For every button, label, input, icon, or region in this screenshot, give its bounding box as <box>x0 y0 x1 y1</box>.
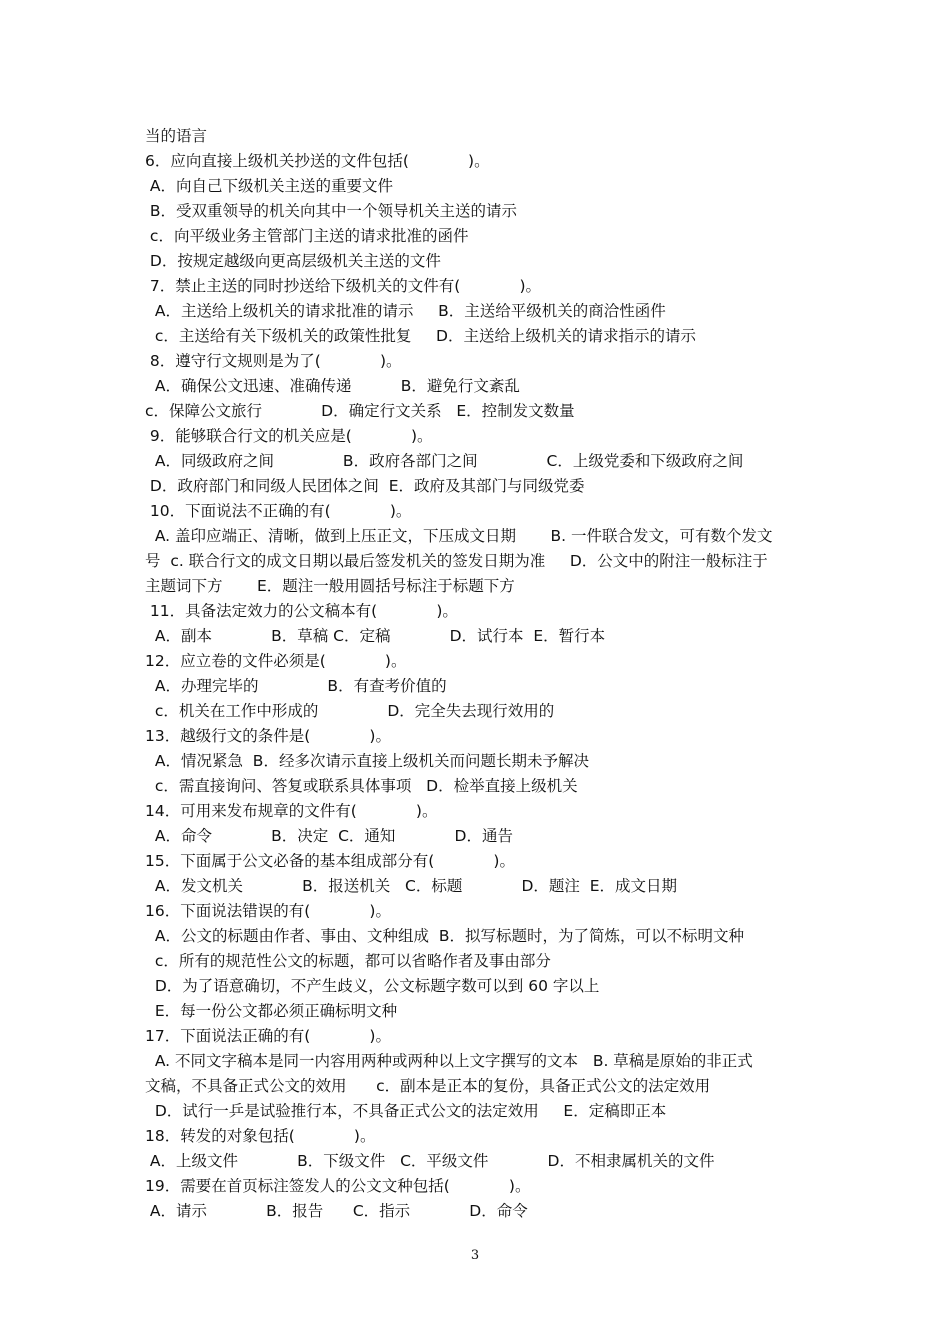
text-line: 号 c. 联合行文的成文日期以最后签发机关的签发日期为准 D．公文中的附注一般标注于 <box>145 552 768 570</box>
text-line: D．试行一乒是试验推行本，不具备正式公文的法定效用 E．定稿即正本 <box>145 1102 667 1120</box>
text-line: 11．具备法定效力的公文稿本有( )。 <box>145 602 458 620</box>
text-line: 12．应立卷的文件必须是( )。 <box>145 652 407 670</box>
text-line: A．命令 B．决定 C．通知 D．通告 <box>145 827 513 845</box>
text-line: c．主送给有关下级机关的政策性批复 D．主送给上级机关的请求指示的请示 <box>145 327 696 345</box>
text-line: 13．越级行文的条件是( )。 <box>145 727 391 745</box>
text-line: A. 不同文字稿本是同一内容用两种或两种以上文字撰写的文本 B. 草稿是原始的非正式 <box>145 1052 753 1070</box>
text-line: A．副本 B．草稿 C．定稿 D．试行本 E．暂行本 <box>145 627 606 645</box>
text-line: D．按规定越级向更高层级机关主送的文件 <box>145 252 441 270</box>
text-line: E．每一份公文都必须正确标明文种 <box>145 1002 398 1020</box>
text-line: 17．下面说法正确的有( )。 <box>145 1027 391 1045</box>
text-line: A．请示 B．报告 C．指示 D．命令 <box>145 1202 528 1220</box>
text-line: 14．可用来发布规章的文件有( )。 <box>145 802 438 820</box>
text-line: c．向平级业务主管部门主送的请求批准的函件 <box>145 227 469 245</box>
text-line: B．受双重领导的机关向其中一个领导机关主送的请示 <box>145 202 518 220</box>
text-line: c．机关在工作中形成的 D．完全失去现行效用的 <box>145 702 555 720</box>
text-line: A．向自己下级机关主送的重要文件 <box>145 177 394 195</box>
text-line: 当的语言 <box>145 127 208 145</box>
text-line: A．确保公文迅速、准确传递 B．避免行文紊乱 <box>145 377 520 395</box>
text-line: 文稿，不具备正式公文的效用 c．副本是正本的复份，具备正式公文的法定效用 <box>145 1077 711 1095</box>
text-line: A．情况紧急 B．经多次请示直接上级机关而问题长期未予解决 <box>145 752 589 770</box>
text-line: c．需直接询问、答复或联系具体事项 D．检举直接上级机关 <box>145 777 578 795</box>
text-line: 15．下面属于公文必备的基本组成部分有( )。 <box>145 852 515 870</box>
text-line: A. 盖印应端正、清晰，做到上压正文，下压成文日期 B. 一件联合发文，可有数个发文 <box>145 527 773 545</box>
text-line: A．上级文件 B．下级文件 C．平级文件 D．不相隶属机关的文件 <box>145 1152 715 1170</box>
text-line: A．公文的标题由作者、事由、文种组成 B．拟写标题时，为了简炼，可以不标明文种 <box>145 927 744 945</box>
text-line: 10．下面说法不正确的有( )。 <box>145 502 412 520</box>
text-line: c．所有的规范性公文的标题，都可以省略作者及事由部分 <box>145 952 551 970</box>
text-line: 8．遵守行文规则是为了( )。 <box>145 352 402 370</box>
text-line: 7．禁止主送的同时抄送给下级机关的文件有( )。 <box>145 277 542 295</box>
text-line: 19．需要在首页标注签发人的公文文种包括( )。 <box>145 1177 531 1195</box>
text-line: 6．应向直接上级机关抄送的文件包括( )。 <box>145 152 490 170</box>
text-line: D．政府部门和同级人民团体之间 E．政府及其部门与同级党委 <box>145 477 585 495</box>
text-line: A．发文机关 B．报送机关 C．标题 D．题注 E．成文日期 <box>145 877 678 895</box>
text-line: 16．下面说法错误的有( )。 <box>145 902 391 920</box>
text-line: A．同级政府之间 B．政府各部门之间 C．上级党委和下级政府之间 <box>145 452 744 470</box>
text-line: c．保障公文旅行 D．确定行文关系 E．控制发文数量 <box>145 402 575 420</box>
page-number: 3 <box>470 1248 480 1263</box>
text-line: A．主送给上级机关的请求批准的请示 B．主送给平级机关的商洽性函件 <box>145 302 666 320</box>
text-line: 9．能够联合行文的机关应是( )。 <box>145 427 433 445</box>
text-line: A．办理完毕的 B．有查考价值的 <box>145 677 447 695</box>
text-line: 18．转发的对象包括( )。 <box>145 1127 376 1145</box>
text-line: 主题词下方 E．题注一般用圆括号标注于标题下方 <box>145 577 515 595</box>
text-line: D．为了语意确切，不产生歧义，公文标题字数可以到 60 字以上 <box>145 977 600 995</box>
